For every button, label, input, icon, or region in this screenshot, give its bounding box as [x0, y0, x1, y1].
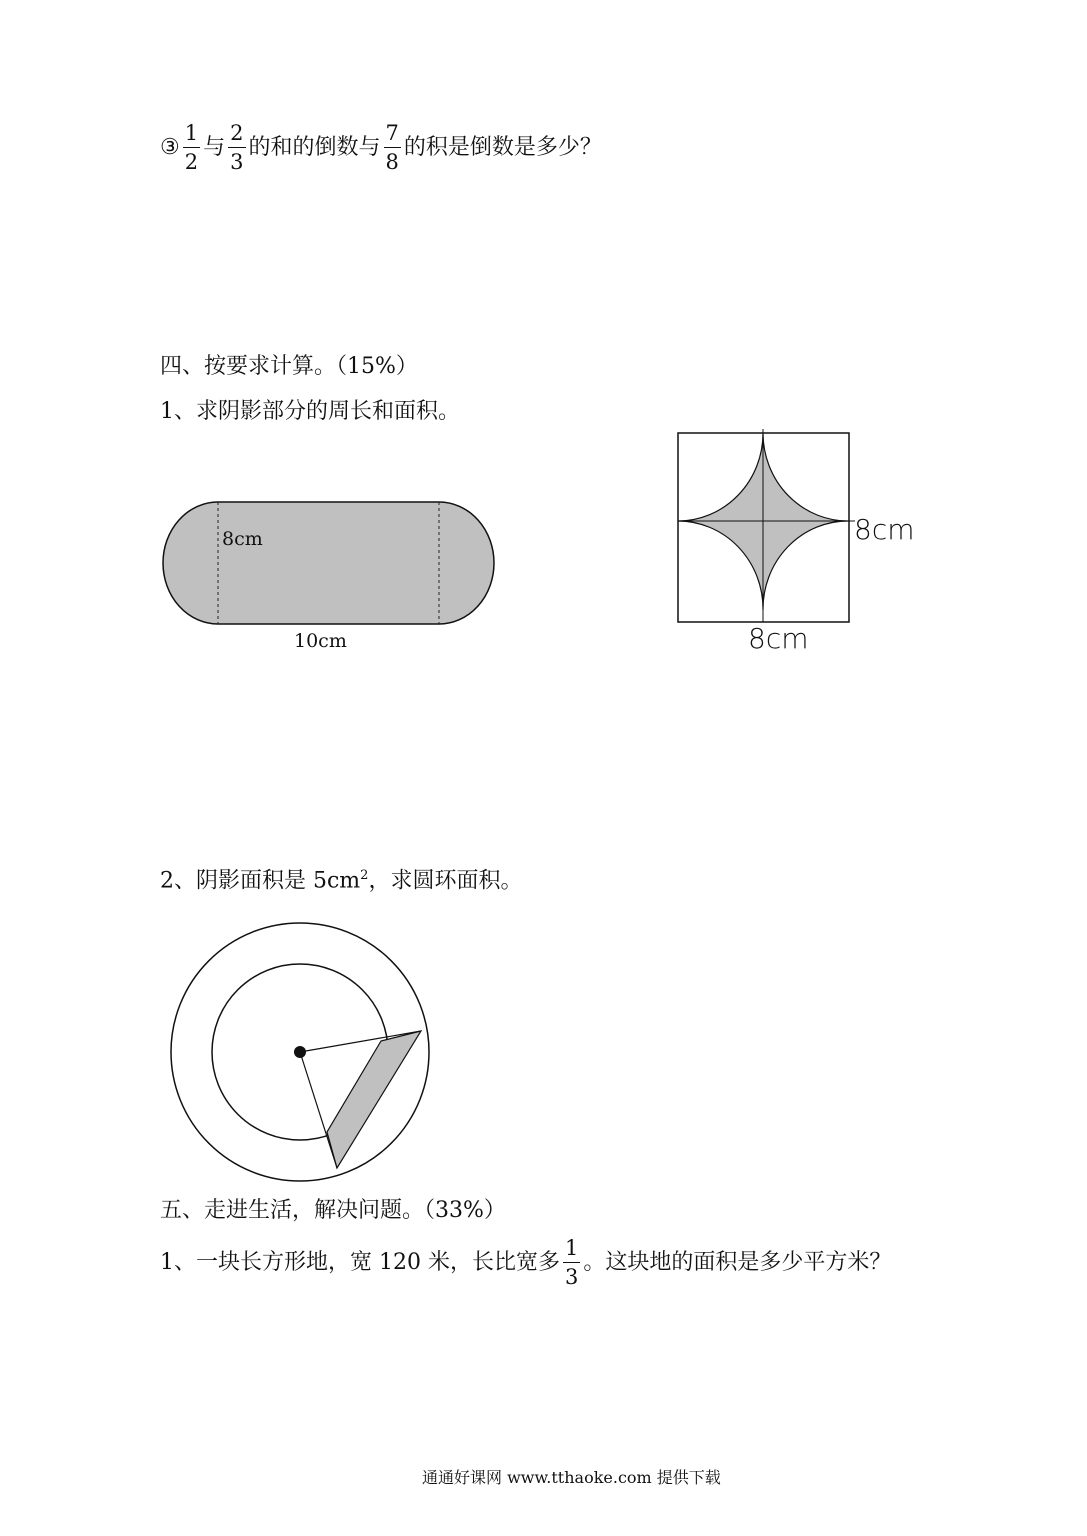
- fraction-one-third: $\frac{1}{3}$: [564, 1236, 579, 1289]
- section-5-heading: 五、走进生活，解决问题。（33%）: [160, 1198, 506, 1223]
- question-3: [160, 123, 602, 173]
- fraction-two-thirds: $\frac{2}{3}$: [230, 121, 244, 174]
- stadium-shape: [163, 502, 494, 624]
- question-text-b: 的和的倒数与: [248, 135, 381, 160]
- section-4-heading: 四、按要求计算。（15%）: [160, 354, 418, 379]
- shaded-triangle: [327, 1031, 421, 1168]
- square-bottom-label: 8cm: [748, 622, 809, 655]
- superscript-two: 2: [360, 868, 369, 883]
- square-star-figure: [670, 425, 860, 630]
- stadium-height-label: 8cm: [222, 528, 263, 550]
- fraction-one-half: $\frac{1}{2}$: [184, 121, 199, 174]
- section-4-item-1: 1、求阴影部分的周长和面积。: [160, 399, 460, 424]
- question-marker: ③: [160, 135, 180, 160]
- question-text-a: 与: [203, 135, 226, 160]
- stadium-width-label: 10cm: [294, 630, 347, 652]
- radius-lower: [300, 1052, 337, 1168]
- fraction-seven-eighths: $\frac{7}{8}$: [385, 121, 399, 174]
- center-dot: [294, 1046, 306, 1058]
- section-4-item-2: 2、阴影面积是 $5cm^2$，求圆环面积。: [160, 868, 523, 894]
- square-right-label: 8cm: [854, 513, 915, 546]
- question-text-c: 的积是倒数是多少？: [403, 135, 602, 160]
- page-footer: 通通好课网 www.tthaoke.com 提供下载: [422, 1468, 721, 1487]
- annulus-figure: [160, 915, 440, 1185]
- section-5-item-1: 1、一块长方形地，宽 120 米，长比宽多 $\frac{1}{3}$ 。这块地的面积是多少平方米？: [160, 1236, 892, 1289]
